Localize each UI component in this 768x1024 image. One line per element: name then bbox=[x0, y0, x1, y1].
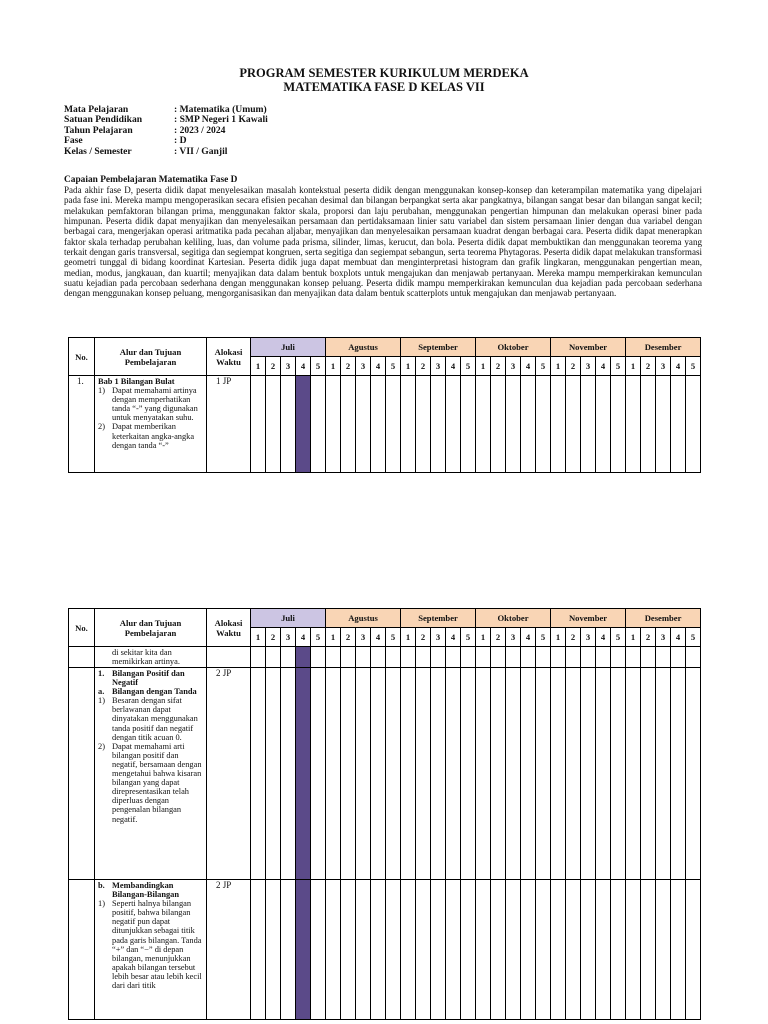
week-cell bbox=[326, 880, 341, 1020]
row-alokasi: 2 JP bbox=[207, 668, 251, 880]
capaian-body: Pada akhir fase D, peserta didik dapat menyelesaikan masalah kontekstual peserta didik dengan menggunakan konsep-konsep dan keterampilan matematika yang dipelajari pada fase ini. Mereka mampu mengoperasikan secara efisien pecahan desimal dan bilangan berpangkat serta akar pangkatnya, bilangan sangat besar dan bilangan sangat kecil; melakukan pemfaktoran bilangan prima, menggunakan faktor skala, proporsi dan laju perubahan, menggunakan pengertian himpunan dan melakukan operasi biner pada himpunan. Peserta didik dapat menyajikan dan menyelesaikan persamaan dan pertidaksamaan linier satu variabel dan sistem persamaan linier dengan dua variabel dengan berbagai cara, mengerjakan operasi aritmatika pada pecahan aljabar, menyajikan dan menyelesaikan persamaan kuadrat dengan berbagai cara. Peserta didik dapat menerapkan faktor skala terhadap perubahan keliling, luas, dan volume pada prisma, silinder, limas, kerucut, dan bola. Peserta didik dapat membuktikan dan menggunakan teorema yang terkait dengan garis transversal, segitiga dan segiempat kongruen, serta segitiga dan segiempat sebangun, serta teorema Phytagoras. Peserta didik dapat melakukan transformasi geometri tunggal di bidang koordinat Kartesian. Peserta didik juga dapat membuat dan menginterpretasi histogram dan grafik lingkaran, menggunakan pengertian mean, median, modus, jangkauan, dan kuartil; menyajikan data dalam bentuk boxplots untuk mengajukan dan menjawab pertanyaan. Mereka mampu memperkirakan kemunculan suatu kejadian pada percobaan sederhana dengan menggunakan konsep peluang. Peserta didik mampu memperkirakan kemunculan dua kejadian pada percobaan sederhana dengan menggunakan konsep peluang, mengorganisasikan dan menyajikan data dalam bentuk scatterplots untuk mengajukan dan menjawab pertanyaan. bbox=[64, 185, 702, 299]
week-cell bbox=[656, 647, 671, 668]
header-week: 5 bbox=[461, 357, 476, 376]
row-number bbox=[69, 647, 95, 668]
week-cell bbox=[401, 668, 416, 880]
week-cell bbox=[296, 880, 311, 1020]
item-num: 2) bbox=[98, 422, 105, 432]
week-cell bbox=[551, 647, 566, 668]
header-week: 4 bbox=[371, 357, 386, 376]
item-num: a. bbox=[98, 687, 105, 697]
week-cell bbox=[491, 647, 506, 668]
semester-table-1 bbox=[68, 337, 701, 473]
week-cell bbox=[251, 647, 266, 668]
row-alokasi: 2 JP bbox=[207, 880, 251, 1020]
header-week: 2 bbox=[416, 628, 431, 647]
header-week: 1 bbox=[401, 628, 416, 647]
week-cell bbox=[491, 376, 506, 473]
week-cell bbox=[641, 668, 656, 880]
meta-label: Fase bbox=[64, 135, 83, 147]
week-cell bbox=[506, 647, 521, 668]
item-num: b. bbox=[98, 881, 105, 890]
week-cell bbox=[626, 376, 641, 473]
week-cell bbox=[356, 647, 371, 668]
header-alur: Alur dan Tujuan Pembelajaran bbox=[95, 609, 207, 647]
week-cell bbox=[566, 668, 581, 880]
week-cell bbox=[461, 647, 476, 668]
week-cell bbox=[281, 647, 296, 668]
week-cell bbox=[671, 647, 686, 668]
week-cell bbox=[491, 880, 506, 1020]
header-week: 3 bbox=[581, 628, 596, 647]
week-cell bbox=[671, 880, 686, 1020]
week-cell bbox=[251, 880, 266, 1020]
meta-value: : SMP Negeri 1 Kawali bbox=[174, 114, 268, 126]
week-cell bbox=[476, 647, 491, 668]
week-cell bbox=[581, 880, 596, 1020]
week-cell bbox=[611, 647, 626, 668]
item-num: 1) bbox=[98, 386, 105, 396]
meta-value: : Matematika (Umum) bbox=[174, 104, 267, 115]
header-no: No. bbox=[69, 338, 95, 376]
week-cell bbox=[656, 880, 671, 1020]
week-cell bbox=[431, 647, 446, 668]
week-cell bbox=[611, 668, 626, 880]
item-num: 1) bbox=[98, 899, 105, 909]
week-cell bbox=[476, 376, 491, 473]
table-row bbox=[69, 668, 701, 880]
header-week: 5 bbox=[536, 628, 551, 647]
row-heading: Bab 1 Bilangan Bulat bbox=[98, 377, 175, 386]
header-week: 4 bbox=[371, 628, 386, 647]
week-cell bbox=[356, 880, 371, 1020]
week-cell bbox=[431, 668, 446, 880]
week-cell bbox=[461, 668, 476, 880]
week-cell bbox=[656, 668, 671, 880]
week-cell bbox=[416, 880, 431, 1020]
list-item bbox=[98, 386, 204, 422]
week-cell bbox=[596, 668, 611, 880]
week-cell bbox=[281, 880, 296, 1020]
week-cell bbox=[461, 880, 476, 1020]
row-alur bbox=[95, 880, 207, 1020]
table-row bbox=[69, 647, 701, 668]
week-cell bbox=[356, 668, 371, 880]
week-cell bbox=[686, 647, 701, 668]
list-item bbox=[98, 422, 204, 449]
week-cell bbox=[281, 376, 296, 473]
week-cell bbox=[521, 647, 536, 668]
week-cell bbox=[611, 880, 626, 1020]
week-cell bbox=[521, 668, 536, 880]
row-number bbox=[69, 668, 95, 880]
header-month: September bbox=[401, 609, 476, 628]
header-week: 3 bbox=[431, 628, 446, 647]
header-week: 5 bbox=[686, 628, 701, 647]
week-cell bbox=[581, 647, 596, 668]
header-week: 4 bbox=[446, 357, 461, 376]
header-week: 2 bbox=[266, 628, 281, 647]
week-cell bbox=[296, 668, 311, 880]
item-num: 1. bbox=[98, 669, 105, 678]
header-week: 2 bbox=[641, 357, 656, 376]
header-week: 2 bbox=[641, 628, 656, 647]
header-week: 3 bbox=[506, 357, 521, 376]
item-text: Besaran dengan sifat berlawanan dapat dinyatakan menggunakan tanda positif dan negatif dengan titik acuan 0. bbox=[112, 696, 198, 742]
header-week: 3 bbox=[581, 357, 596, 376]
item-text: Bilangan dengan Tanda bbox=[112, 687, 197, 697]
week-cell bbox=[611, 376, 626, 473]
week-cell bbox=[581, 668, 596, 880]
week-cell bbox=[356, 376, 371, 473]
meta-value: : D bbox=[174, 135, 187, 147]
week-cell bbox=[281, 668, 296, 880]
week-cell bbox=[311, 376, 326, 473]
row-number: 1. bbox=[69, 376, 95, 473]
week-cell bbox=[506, 880, 521, 1020]
header-week: 4 bbox=[446, 628, 461, 647]
header-week: 3 bbox=[656, 628, 671, 647]
week-cell bbox=[476, 668, 491, 880]
doc-title-line2: MATEMATIKA FASE D KELAS VII bbox=[283, 80, 485, 94]
identity-block bbox=[64, 105, 268, 157]
header-no: No. bbox=[69, 609, 95, 647]
week-cell bbox=[536, 647, 551, 668]
item-num: 2) bbox=[98, 741, 105, 751]
week-cell bbox=[596, 376, 611, 473]
week-cell bbox=[311, 647, 326, 668]
week-cell bbox=[551, 668, 566, 880]
doc-title-line1: PROGRAM SEMESTER KURIKULUM MERDEKA bbox=[239, 66, 529, 80]
week-cell bbox=[581, 376, 596, 473]
meta-label: Satuan Pendidikan bbox=[64, 114, 143, 126]
week-cell bbox=[686, 880, 701, 1020]
header-week: 3 bbox=[656, 357, 671, 376]
week-cell bbox=[446, 376, 461, 473]
week-cell bbox=[341, 668, 356, 880]
meta-label: Tahun Pelajaran bbox=[64, 124, 133, 136]
list-item bbox=[98, 696, 204, 741]
row-alur bbox=[95, 647, 207, 668]
week-cell bbox=[566, 647, 581, 668]
header-week: 2 bbox=[491, 628, 506, 647]
week-cell bbox=[566, 880, 581, 1020]
header-week: 4 bbox=[521, 628, 536, 647]
week-cell bbox=[506, 668, 521, 880]
week-cell bbox=[341, 880, 356, 1020]
week-cell bbox=[386, 647, 401, 668]
header-week: 1 bbox=[626, 357, 641, 376]
list-item bbox=[98, 687, 204, 696]
week-cell bbox=[371, 647, 386, 668]
week-cell bbox=[596, 880, 611, 1020]
header-week: 5 bbox=[311, 357, 326, 376]
list-item bbox=[98, 881, 204, 899]
week-cell bbox=[686, 668, 701, 880]
header-month: November bbox=[551, 609, 626, 628]
week-cell bbox=[296, 647, 311, 668]
week-cell bbox=[656, 376, 671, 473]
meta-value: : 2023 / 2024 bbox=[174, 124, 226, 136]
header-week: 3 bbox=[356, 357, 371, 376]
week-cell bbox=[386, 376, 401, 473]
row-number bbox=[69, 880, 95, 1020]
item-text: Bilangan Positif dan Negatif bbox=[112, 669, 185, 688]
semester-table-2 bbox=[68, 608, 701, 1020]
header-week: 4 bbox=[596, 357, 611, 376]
row-alur bbox=[95, 376, 207, 473]
header-week: 1 bbox=[476, 357, 491, 376]
header-week: 3 bbox=[431, 357, 446, 376]
header-week: 5 bbox=[311, 628, 326, 647]
week-cell bbox=[476, 880, 491, 1020]
list-item bbox=[98, 669, 204, 687]
week-cell bbox=[521, 880, 536, 1020]
week-cell bbox=[641, 880, 656, 1020]
week-cell bbox=[536, 376, 551, 473]
week-cell bbox=[401, 376, 416, 473]
header-month: Oktober bbox=[476, 609, 551, 628]
header-week: 3 bbox=[281, 357, 296, 376]
header-month: Agustus bbox=[326, 338, 401, 357]
header-week: 4 bbox=[296, 357, 311, 376]
header-week: 1 bbox=[476, 628, 491, 647]
week-cell bbox=[371, 880, 386, 1020]
meta-label: Kelas / Semester bbox=[64, 145, 132, 157]
week-cell bbox=[536, 668, 551, 880]
week-cell bbox=[686, 376, 701, 473]
header-week: 1 bbox=[326, 628, 341, 647]
meta-row bbox=[64, 126, 268, 136]
week-cell bbox=[416, 668, 431, 880]
table-row bbox=[69, 880, 701, 1020]
header-week: 1 bbox=[626, 628, 641, 647]
week-cell bbox=[371, 668, 386, 880]
week-cell bbox=[506, 376, 521, 473]
week-cell bbox=[266, 668, 281, 880]
week-cell bbox=[671, 376, 686, 473]
item-text: Dapat memberikan keterkaitan angka-angka dengan tanda “-” bbox=[112, 422, 195, 450]
week-cell bbox=[311, 880, 326, 1020]
header-week: 4 bbox=[521, 357, 536, 376]
meta-value: : VII / Ganjil bbox=[174, 145, 228, 157]
week-cell bbox=[341, 647, 356, 668]
week-cell bbox=[446, 880, 461, 1020]
row-alokasi: 1 JP bbox=[207, 376, 251, 473]
week-cell bbox=[596, 647, 611, 668]
item-text: Dapat memahami arti bilangan positif dan negatif, bersamaan dengan mengetahui bahwa kisaran bilangan yang dapat direpresentasikan telah diperluas dengan pengenalan bilangan negatif. bbox=[112, 741, 202, 824]
item-num: 1) bbox=[98, 696, 105, 706]
week-cell bbox=[251, 376, 266, 473]
header-week: 2 bbox=[416, 357, 431, 376]
header-week: 5 bbox=[686, 357, 701, 376]
week-cell bbox=[641, 647, 656, 668]
header-month: Juli bbox=[251, 338, 326, 357]
header-alokasi: Alokasi Waktu bbox=[207, 338, 251, 376]
header-week: 3 bbox=[506, 628, 521, 647]
week-cell bbox=[326, 668, 341, 880]
header-week: 1 bbox=[251, 357, 266, 376]
week-cell bbox=[431, 880, 446, 1020]
header-alokasi: Alokasi Waktu bbox=[207, 609, 251, 647]
header-week: 1 bbox=[251, 628, 266, 647]
week-cell bbox=[416, 376, 431, 473]
item-text: Dapat memahami artinya dengan memperhatikan tanda “-” yang digunakan untuk menyatakan suhu. bbox=[112, 386, 198, 423]
week-cell bbox=[386, 880, 401, 1020]
item-text: Seperti halnya bilangan positif, bahwa bilangan negatif pun dapat ditunjukkan sebagai titik pada garis bilangan. Tanda “+” dan “−” di depan bilangan, menunjukkan apakah bilangan tersebut lebih besar atau lebih kecil dari dari titik bbox=[112, 899, 202, 991]
header-week: 2 bbox=[341, 628, 356, 647]
header-week: 5 bbox=[536, 357, 551, 376]
header-month: Juli bbox=[251, 609, 326, 628]
week-cell bbox=[671, 668, 686, 880]
header-week: 5 bbox=[461, 628, 476, 647]
header-week: 2 bbox=[566, 628, 581, 647]
header-week: 4 bbox=[596, 628, 611, 647]
week-cell bbox=[371, 376, 386, 473]
table-row bbox=[69, 376, 701, 473]
header-week: 5 bbox=[386, 628, 401, 647]
header-week: 1 bbox=[551, 357, 566, 376]
item-text: Membandingkan Bilangan-Bilangan bbox=[112, 881, 180, 900]
week-cell bbox=[326, 647, 341, 668]
header-week: 5 bbox=[611, 357, 626, 376]
week-cell bbox=[521, 376, 536, 473]
week-cell bbox=[266, 880, 281, 1020]
continued-text: di sekitar kita dan memikirkan artinya. bbox=[112, 648, 180, 667]
header-week: 2 bbox=[266, 357, 281, 376]
week-cell bbox=[326, 376, 341, 473]
header-week: 3 bbox=[281, 628, 296, 647]
list-item bbox=[98, 899, 204, 990]
week-cell bbox=[566, 376, 581, 473]
header-month: Desember bbox=[626, 338, 701, 357]
week-cell bbox=[266, 376, 281, 473]
week-cell bbox=[641, 376, 656, 473]
week-cell bbox=[536, 880, 551, 1020]
header-month: Desember bbox=[626, 609, 701, 628]
header-week: 4 bbox=[671, 628, 686, 647]
week-cell bbox=[431, 376, 446, 473]
week-cell bbox=[491, 668, 506, 880]
header-week: 3 bbox=[356, 628, 371, 647]
week-cell bbox=[401, 880, 416, 1020]
header-month: Agustus bbox=[326, 609, 401, 628]
week-cell bbox=[626, 668, 641, 880]
header-week: 4 bbox=[671, 357, 686, 376]
header-week: 1 bbox=[401, 357, 416, 376]
week-cell bbox=[311, 668, 326, 880]
header-week: 1 bbox=[551, 628, 566, 647]
week-cell bbox=[386, 668, 401, 880]
week-cell bbox=[626, 880, 641, 1020]
header-month: November bbox=[551, 338, 626, 357]
header-week: 5 bbox=[611, 628, 626, 647]
header-week: 2 bbox=[341, 357, 356, 376]
row-alokasi bbox=[207, 647, 251, 668]
week-cell bbox=[341, 376, 356, 473]
header-week: 2 bbox=[491, 357, 506, 376]
week-cell bbox=[251, 668, 266, 880]
week-cell bbox=[416, 647, 431, 668]
header-week: 4 bbox=[296, 628, 311, 647]
week-cell bbox=[266, 647, 281, 668]
list-item bbox=[98, 742, 204, 824]
header-month: Oktober bbox=[476, 338, 551, 357]
week-cell bbox=[401, 647, 416, 668]
week-cell bbox=[461, 376, 476, 473]
week-cell bbox=[551, 880, 566, 1020]
row-alur bbox=[95, 668, 207, 880]
week-cell bbox=[626, 647, 641, 668]
header-week: 5 bbox=[386, 357, 401, 376]
header-alur: Alur dan Tujuan Pembelajaran bbox=[95, 338, 207, 376]
meta-row bbox=[64, 147, 268, 157]
week-cell bbox=[446, 647, 461, 668]
header-month: September bbox=[401, 338, 476, 357]
capaian-title: Capaian Pembelajaran Matematika Fase D bbox=[64, 175, 238, 185]
week-cell bbox=[446, 668, 461, 880]
header-week: 2 bbox=[566, 357, 581, 376]
week-cell bbox=[551, 376, 566, 473]
week-cell bbox=[296, 376, 311, 473]
meta-label: Mata Pelajaran bbox=[64, 104, 129, 115]
header-week: 1 bbox=[326, 357, 341, 376]
